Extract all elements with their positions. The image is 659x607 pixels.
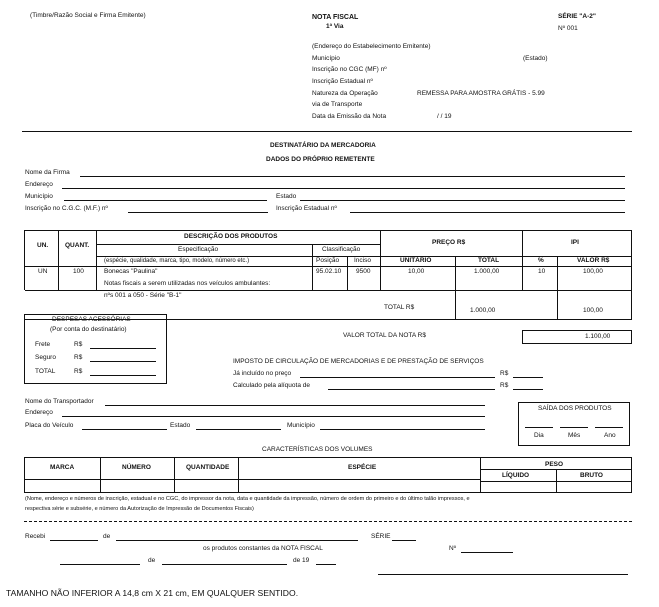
saida-dia: Dia: [534, 432, 544, 439]
transportador-endereco-label: Endereço: [25, 409, 53, 416]
transportador-nome-line[interactable]: [105, 405, 485, 406]
especie-header: ESPÉCIE: [348, 464, 377, 471]
quantidade-header: QUANTIDADE: [186, 464, 230, 471]
dest-endereco-line[interactable]: [62, 188, 625, 189]
vol-row-line: [24, 479, 480, 480]
numero-header: NÚMERO: [122, 464, 151, 471]
via-label: 1ª Via: [326, 23, 344, 30]
vol-row-line: [480, 469, 632, 470]
valor-total-value: 1.100,00: [585, 333, 611, 340]
signature-line[interactable]: [378, 574, 628, 575]
col-line: [380, 230, 381, 290]
row-un: UN: [38, 268, 48, 275]
especificacao-detail: (espécie, qualidade, marca, tipo, modelo, número etc.): [104, 258, 250, 264]
saida-title: SAÍDA DOS PRODUTOS: [538, 405, 612, 412]
dest-municipio-line[interactable]: [64, 200, 267, 201]
row-line: [24, 290, 632, 291]
impressor-note-line2: respectiva série e subsérie, e número da Autorização de Impressão de Documentos Fiscais): [25, 506, 254, 512]
icms-calculado: Calculado pela alíquota de: [233, 382, 310, 389]
vol-col-line: [238, 457, 239, 493]
recibo-numero: Nº: [449, 545, 457, 552]
volumes-table: [24, 457, 632, 493]
numero-label: Nº 001: [558, 25, 578, 32]
data-emissao-label: Data da Emissão da Nota: [312, 113, 387, 120]
row-desc-1: Bonecas "Paulina": [104, 268, 158, 275]
posicao-header: Posição: [316, 257, 340, 264]
emitente-endereco-label: (Endereço do Estabelecimento Emitente): [312, 43, 431, 50]
un-header: UN.: [37, 242, 49, 249]
despesas-title: DESPESAS ACESSÓRIAS: [52, 316, 131, 323]
col-line: [347, 256, 348, 290]
marca-header: MARCA: [50, 464, 75, 471]
row-inciso: 9500: [356, 268, 371, 275]
vol-row-line: [480, 481, 632, 482]
saida-ano-line[interactable]: [595, 427, 623, 428]
total-header: TOTAL: [478, 257, 500, 264]
tamanho-note: TAMANHO NÃO INFERIOR A 14,8 cm X 21 cm, EM QUALQUER SENTIDO.: [6, 588, 299, 598]
dest-endereco-label: Endereço: [25, 181, 53, 188]
seguro-line[interactable]: [90, 361, 156, 362]
preco-header: PREÇO R$: [432, 239, 466, 246]
ipi-header: IPI: [571, 239, 579, 246]
destinatario-title: DESTINATÁRIO DA MERCADORIA: [270, 142, 376, 149]
emitente-cgc-label: Inscrição no CGC (MF) nº: [312, 66, 387, 73]
recebi-from-line[interactable]: [116, 540, 358, 541]
vol-col-line: [100, 457, 101, 493]
produtos-constantes: os produtos constantes da NOTA FISCAL: [203, 545, 323, 552]
seguro-label: Seguro: [35, 354, 56, 361]
saida-mes-line[interactable]: [560, 427, 588, 428]
products-total-label: TOTAL R$: [384, 304, 415, 311]
saida-dia-line[interactable]: [525, 427, 553, 428]
row-quant: 100: [73, 268, 84, 275]
row-posicao: 95.02.10: [316, 268, 342, 275]
natureza-value: REMESSA PARA AMOSTRA GRÁTIS - 5.99: [417, 90, 545, 97]
destinatario-subtitle: DADOS DO PRÓPRIO REMETENTE: [266, 156, 375, 163]
icms-calculado-currency: R$: [500, 382, 509, 389]
dest-nome-label: Nome da Firma: [25, 169, 70, 176]
icms-incluido-line[interactable]: [300, 377, 495, 378]
row-desc-3: nºs 001 a 050 - Série "B-1": [104, 292, 182, 299]
liquido-header: LÍQUIDO: [502, 472, 530, 479]
transportador-endereco-line[interactable]: [62, 416, 485, 417]
icms-incluido-value-line[interactable]: [513, 377, 543, 378]
valor-total-label: VALOR TOTAL DA NOTA R$: [343, 332, 426, 339]
emitente-municipio-label: Município: [312, 55, 340, 62]
row-pct: 10: [538, 268, 546, 275]
descricao-header: DESCRIÇÃO DOS PRODUTOS: [184, 233, 278, 240]
saida-mes: Mês: [568, 432, 581, 439]
frete-currency: R$: [74, 341, 83, 348]
doc-title: NOTA FISCAL: [312, 14, 359, 21]
row-unitario: 10,00: [408, 268, 425, 275]
recibo-de: de: [148, 557, 156, 564]
issuer-label: (Timbre/Razão Social e Firma Emitente): [30, 12, 146, 19]
vol-col-line: [480, 457, 481, 493]
row-desc-2: Notas fiscais a serem utilizadas nos veículos ambulantes:: [104, 280, 271, 287]
recebi-line[interactable]: [50, 540, 98, 541]
dest-cgc-label: Inscrição no C.G.C. (M.F.) nº: [25, 205, 108, 212]
recibo-serie: SÉRIE: [371, 533, 391, 540]
row-total: 1.000,00: [474, 268, 500, 275]
placa-label: Placa do Veículo: [25, 422, 74, 429]
peso-header: PESO: [545, 461, 564, 468]
icms-calculado-value-line[interactable]: [513, 389, 543, 390]
inciso-header: Inciso: [354, 257, 371, 264]
products-total-value: 1.000,00: [470, 307, 496, 314]
saida-ano: Ano: [604, 432, 616, 439]
col-line: [312, 244, 313, 290]
icms-incluido: Já incluído no preço: [233, 370, 292, 377]
vol-col-line: [174, 457, 175, 493]
especificacao-header: Especificação: [178, 246, 219, 253]
pct-header: %: [538, 257, 544, 264]
dest-inscricao-label: Inscrição Estadual nº: [276, 205, 337, 212]
icms-title: IMPOSTO DE CIRCULAÇÃO DE MERCADORIAS E DE PRESTAÇÃO DE SERVIÇOS: [233, 358, 484, 365]
icms-calculado-line[interactable]: [328, 389, 495, 390]
recibo-numero-line[interactable]: [461, 552, 513, 553]
col-line: [58, 230, 59, 290]
transp-municipio-label: Município: [287, 422, 315, 429]
frete-line[interactable]: [90, 348, 156, 349]
dest-cgc-line[interactable]: [128, 212, 268, 213]
transp-municipio-line[interactable]: [320, 429, 485, 430]
emitente-estado-label: (Estado): [523, 55, 548, 62]
recibo-city-line[interactable]: [60, 564, 140, 565]
dest-inscricao-line[interactable]: [350, 212, 625, 213]
quant-header: QUANT.: [65, 242, 90, 249]
despesas-total-label: TOTAL: [35, 368, 56, 375]
data-emissao-value: / / 19: [437, 113, 452, 120]
products-ipi-total: 100,00: [583, 307, 603, 314]
via-transporte-label: via de Transporte: [312, 101, 363, 108]
dest-estado-line[interactable]: [300, 200, 625, 201]
placa-line[interactable]: [82, 429, 167, 430]
recibo-year-line[interactable]: [316, 564, 336, 565]
header-divider: [22, 131, 632, 132]
emitente-inscricao-label: Inscrição Estadual nº: [312, 78, 373, 85]
natureza-label: Natureza da Operação: [312, 90, 378, 97]
recebi-de: de: [103, 533, 111, 540]
col-line: [522, 230, 523, 290]
dest-estado-label: Estado: [276, 193, 297, 200]
col-line: [96, 230, 97, 290]
recibo-de-19: de 19: [293, 557, 310, 564]
recibo-month-line[interactable]: [162, 564, 287, 565]
dest-municipio-label: Município: [25, 193, 53, 200]
frete-label: Frete: [35, 341, 51, 348]
classificacao-header: Classificação: [322, 246, 361, 253]
recibo-serie-line[interactable]: [392, 540, 416, 541]
seguro-currency: R$: [74, 354, 83, 361]
transp-estado-line[interactable]: [196, 429, 281, 430]
despesas-total-line[interactable]: [90, 375, 156, 376]
transportador-nome-label: Nome do Transportador: [25, 398, 94, 405]
row-line: [455, 290, 456, 320]
volumes-title: CARACTERÍSTICAS DOS VOLUMES: [262, 446, 373, 453]
row-line: [96, 244, 380, 245]
cut-line: [24, 521, 632, 522]
despesas-total-currency: R$: [74, 368, 83, 375]
dest-nome-line[interactable]: [80, 176, 625, 177]
despesas-subtitle: (Por conta do destinatário): [50, 326, 127, 333]
row-valor: 100,00: [583, 268, 603, 275]
unitario-header: UNITÁRIO: [400, 257, 432, 264]
recebi-label: Recebi: [25, 533, 46, 540]
row-line: [24, 266, 632, 267]
serie-label: SÉRIE "A-2": [558, 13, 596, 20]
impressor-note-line1: (Nome, endereço e números de inscrição, estadual e no CGC, do impressor da nota, data e quantidade da impressão, número de ordem do primeiro e do último talão impressos, e: [25, 496, 470, 502]
bruto-header: BRUTO: [580, 472, 603, 479]
valor-total-box: [522, 330, 632, 344]
transp-estado-label: Estado: [170, 422, 191, 429]
icms-incluido-currency: R$: [500, 370, 509, 377]
valor-header: VALOR R$: [577, 257, 610, 264]
